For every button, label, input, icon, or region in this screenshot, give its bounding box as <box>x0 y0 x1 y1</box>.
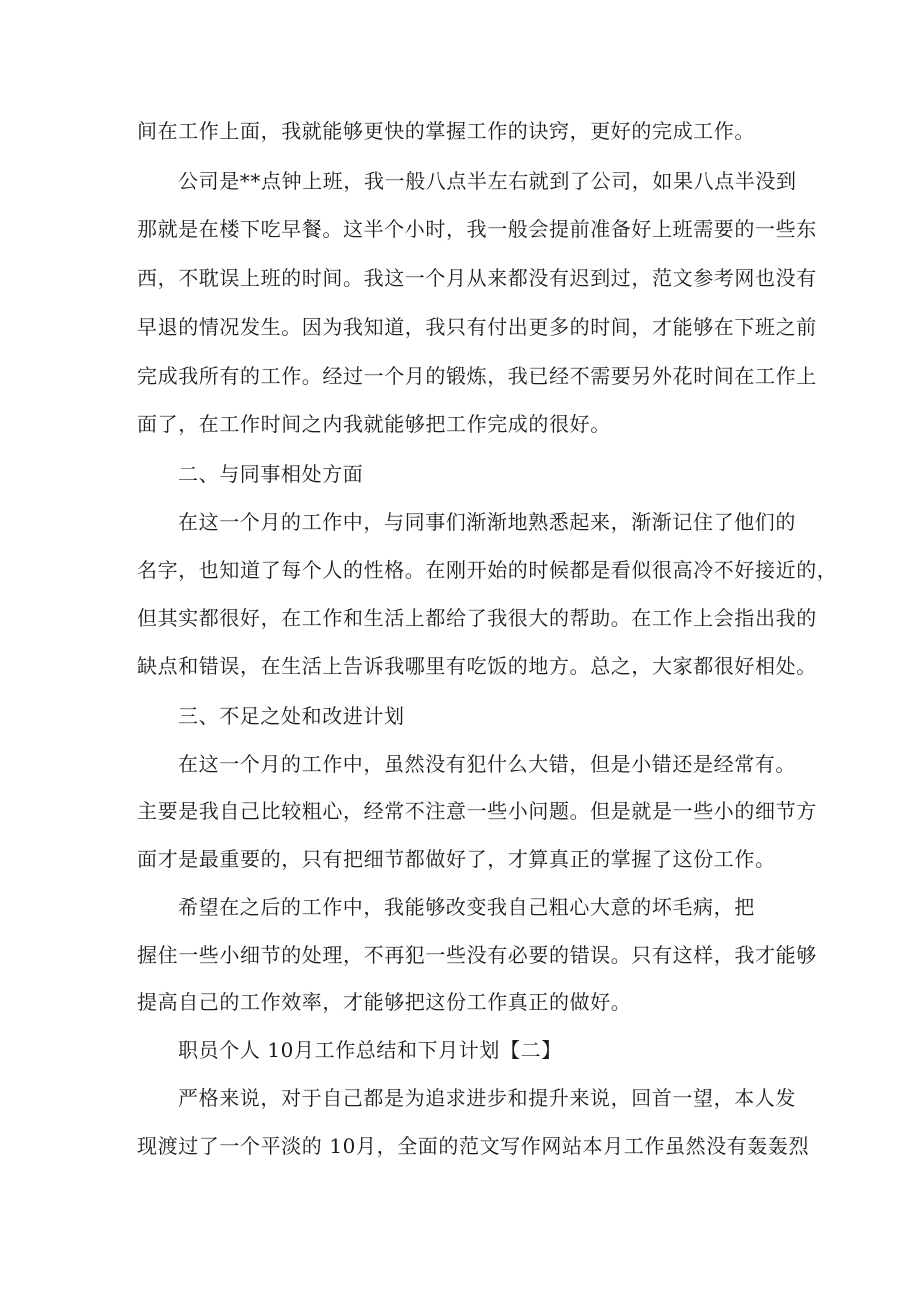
text-line: 面了，在工作时间之内我就能够把工作完成的很好。 <box>137 412 611 436</box>
text-line: 间在工作上面，我就能够更快的掌握工作的诀窍，更好的完成工作。 <box>137 119 755 143</box>
text-line: 在这一个月的工作中，与同事们渐渐地熟悉起来，渐渐记住了他们的 <box>178 510 796 534</box>
text-line: 希望在之后的工作中，我能够改变我自己粗心大意的坏毛病，把 <box>178 895 755 919</box>
text-line: 握住一些小细节的处理，不再犯一些没有必要的错误。只有这样，我才能够 <box>137 943 817 967</box>
section-heading: 三、不足之处和改进计划 <box>178 704 405 728</box>
text-line: 西，不耽误上班的时间。我这一个月从来都没有迟到过，范文参考网也没有 <box>137 266 817 290</box>
text-line: 那就是在楼下吃早餐。这半个小时，我一般会提前准备好上班需要的一些东 <box>137 217 817 241</box>
text-line: 但其实都很好，在工作和生活上都给了我很大的帮助。在工作上会指出我的 <box>137 606 817 630</box>
section-heading: 二、与同事相处方面 <box>178 462 364 486</box>
text-line: 现渡过了一个平淡的 10月，全面的范文写作网站本月工作虽然没有轰轰烈 <box>137 1134 810 1158</box>
text-line: 严格来说，对于自己都是为追求进步和提升来说，回首一望，本人发 <box>178 1086 796 1110</box>
text-line: 公司是**点钟上班，我一般八点半左右就到了公司，如果八点半没到 <box>178 169 797 193</box>
text-line: 主要是我自己比较粗心，经常不注意一些小问题。但是就是一些小的细节方 <box>137 799 817 823</box>
text-line: 在这一个月的工作中，虽然没有犯什么大错，但是小错还是经常有。 <box>178 752 796 776</box>
text-line: 面才是最重要的，只有把细节都做好了，才算真正的掌握了这份工作。 <box>137 847 776 871</box>
text-line: 名字，也知道了每个人的性格。在刚开始的时候都是看似很高冷不好接近的， <box>137 558 838 582</box>
text-line: 早退的情况发生。因为我知道，我只有付出更多的时间，才能够在下班之前 <box>137 315 817 339</box>
text-line: 提高自己的工作效率，才能够把这份工作真正的做好。 <box>137 990 632 1014</box>
text-line: 缺点和错误，在生活上告诉我哪里有吃饭的地方。总之，大家都很好相处。 <box>137 654 817 678</box>
text-line: 完成我所有的工作。经过一个月的锻炼，我已经不需要另外花时间在工作上 <box>137 364 817 388</box>
section-heading: 职员个人 10月工作总结和下月计划【二】 <box>178 1038 562 1062</box>
